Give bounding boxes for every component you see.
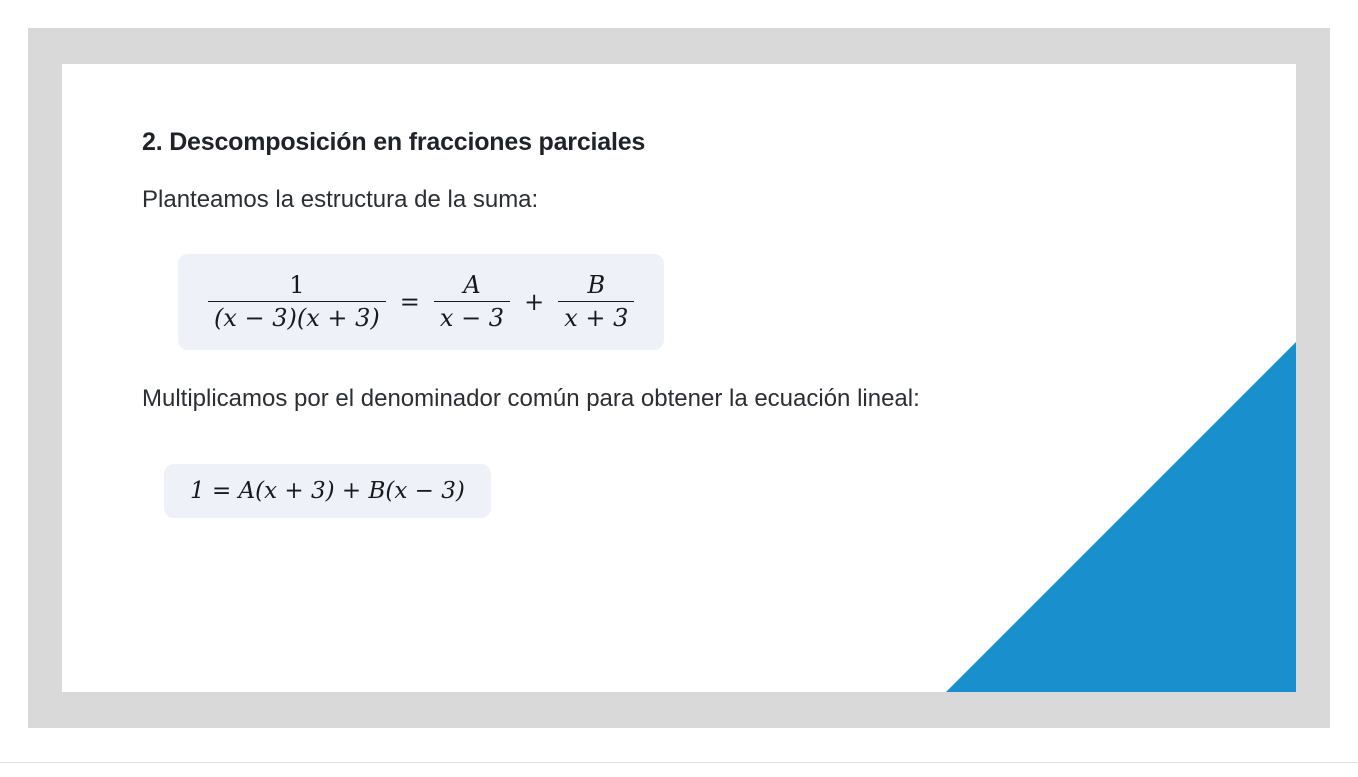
equals-sign: = [399, 287, 420, 316]
equation-block-2 [164, 464, 491, 518]
equation-1-row [204, 272, 638, 332]
fraction-left [208, 272, 386, 332]
fraction-term-b [558, 272, 634, 332]
slide-canvas [62, 64, 1296, 692]
fraction-b-numerator: B [587, 270, 606, 299]
page-title: 2. Descomposición en fracciones parciales [142, 128, 646, 156]
equation-2-text: 1 = A(x + 3) + B(x − 3) [190, 478, 465, 505]
equation-block-1 [178, 254, 664, 350]
plus-sign: + [524, 287, 545, 316]
bottom-divider [0, 762, 1358, 777]
slide-content [142, 128, 1236, 518]
fraction-b-denominator: x + 3 [558, 301, 634, 331]
intro-paragraph: Planteamos la estructura de la suma: [142, 186, 539, 213]
fraction-a-denominator: x − 3 [434, 301, 510, 331]
fraction-term-a [434, 272, 510, 332]
fraction-a-numerator: A [463, 270, 481, 299]
fraction-left-denominator: (x − 3)(x + 3) [208, 301, 386, 331]
explanation-paragraph: Multiplicamos por el denominador común para obtener la ecuación lineal: [142, 384, 920, 412]
slide-frame [28, 28, 1330, 728]
fraction-left-numerator: 1 [289, 270, 305, 299]
